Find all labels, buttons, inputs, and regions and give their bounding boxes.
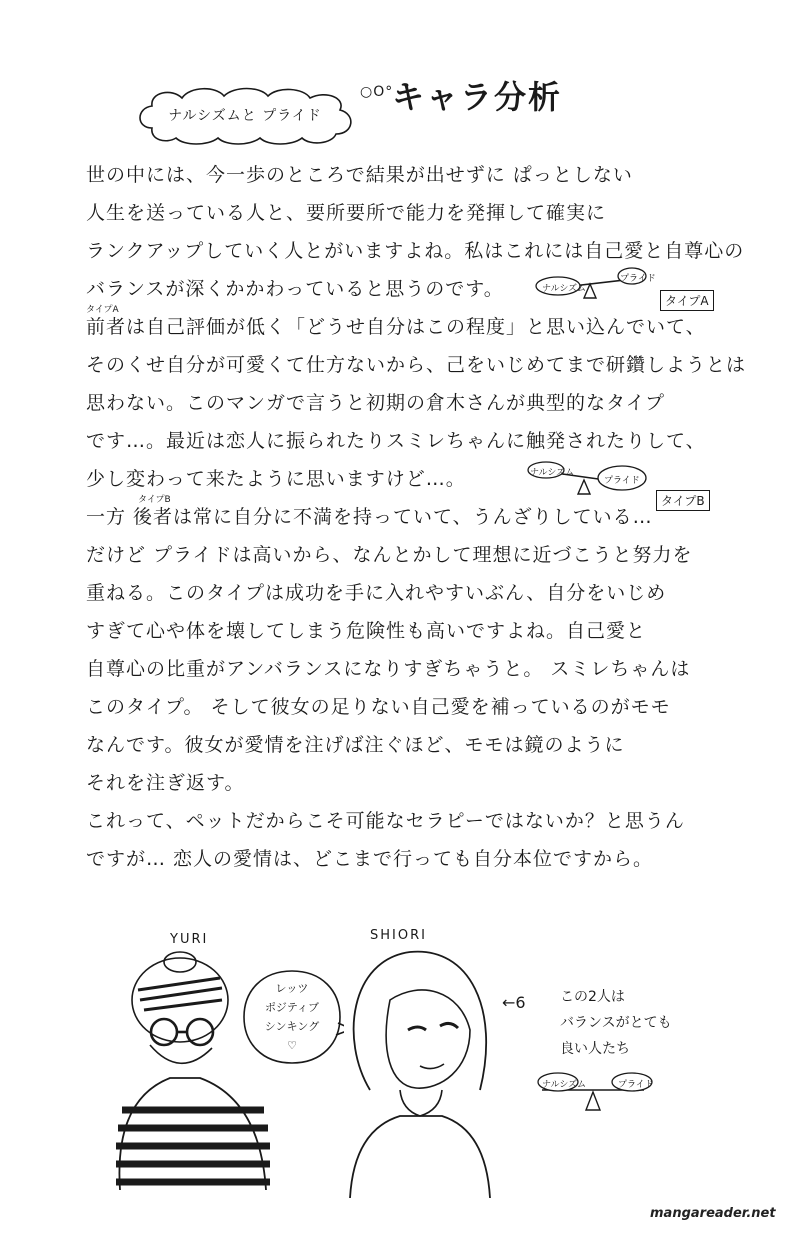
caption-note	[560, 984, 672, 1062]
body-line: です…。最近は恋人に振られたりスミレちゃんに触発されたりして、	[86, 430, 706, 452]
type-b-box: タイプB	[656, 490, 710, 511]
balance-diagram-c	[520, 1066, 680, 1126]
body-line: ランクアップしていく人とがいますよね。私はこれには自己愛と自尊心の	[86, 240, 745, 262]
body-line: 世の中には、今一歩のところで結果が出せずに ぱっとしない	[86, 164, 633, 186]
body-line: だけど プライドは高いから、なんとかして理想に近づこうと努力を	[86, 544, 693, 566]
shiori-name: SHIORI	[370, 928, 427, 943]
page-title: キャラ分析	[392, 78, 563, 116]
thought-dots: ○O°	[360, 84, 394, 100]
balance-scale-icon	[520, 1066, 680, 1126]
body-line: それを注ぎ返す。	[86, 772, 245, 794]
narcissism-label: ナルシズム	[530, 468, 575, 478]
balance-diagram-b	[510, 458, 710, 514]
narcissism-label: ナルシズム	[542, 284, 587, 294]
bubble-line: シンキング	[264, 1020, 320, 1033]
body-line: すぎて心や体を壊してしまう危険性も高いですよね。自己愛と	[86, 620, 647, 642]
body-line: 自尊心の比重がアンバランスになりすぎちゃうと。 スミレちゃんは	[86, 658, 691, 680]
heart-icon: ♡	[287, 1039, 297, 1052]
ruby-type-b: タイプB	[138, 495, 171, 505]
bubble-line: レッツ	[275, 982, 309, 995]
speech-bubble	[240, 965, 344, 1069]
balance-diagram-a	[520, 268, 710, 318]
bubble-line: ポジティブ	[264, 1001, 320, 1014]
body-line: そのくせ自分が可愛くて仕方ないから、己をいじめてまで研鑽しようとは	[86, 354, 747, 376]
shiori-illustration	[330, 940, 510, 1200]
body-line: これって、ペットだからこそ可能なセラピーではないか？と思うん	[86, 810, 685, 832]
note-line: バランスがとても	[560, 1015, 672, 1031]
yuri-name: YURI	[170, 932, 209, 947]
body-line: このタイプ。 そして彼女の足りない自己愛を補っているのがモモ	[86, 696, 671, 718]
body-line: 重ねる。このタイプは成功を手に入れやすいぶん、自分をいじめ	[86, 582, 667, 604]
pride-label: プライド	[618, 1080, 654, 1090]
body-line: ですが… 恋人の愛情は、どこまで行っても自分本位ですから。	[86, 848, 654, 870]
note-line: 良い人たち	[560, 1041, 630, 1057]
cloud-text: ナルシズムと プライド	[168, 108, 322, 124]
pride-label: プライド	[620, 274, 656, 284]
pride-label: プライド	[604, 476, 640, 486]
type-a-box: タイプA	[660, 290, 714, 311]
watermark-text: mangareader.net	[650, 1206, 776, 1221]
body-line: 思わない。このマンガで言うと初期の倉木さんが典型的なタイプ	[86, 392, 666, 414]
arrow-icon: ←6	[502, 993, 526, 1012]
body-line: 前者は自己評価が低く「どうせ自分はこの程度」と思い込んでいて、	[86, 316, 706, 338]
note-line: この2人は	[560, 989, 625, 1005]
body-line: なんです。彼女が愛情を注げば注ぐほど、モモは鏡のように	[86, 734, 625, 756]
heading-cloud	[132, 84, 358, 146]
ruby-type-a: タイプA	[86, 305, 119, 315]
narcissism-label: ナルシズム	[542, 1080, 587, 1090]
body-line: バランスが深くかかわっていると思うのです。	[86, 278, 504, 300]
body-line: 人生を送っている人と、要所要所で能力を発揮して確実に	[86, 202, 607, 224]
body-line: 一方 後者は常に自分に不満を持っていて、うんざりしている…	[86, 506, 653, 528]
body-line: 少し変わって来たように思いますけど…。	[86, 468, 466, 490]
bubble-text	[240, 979, 344, 1055]
